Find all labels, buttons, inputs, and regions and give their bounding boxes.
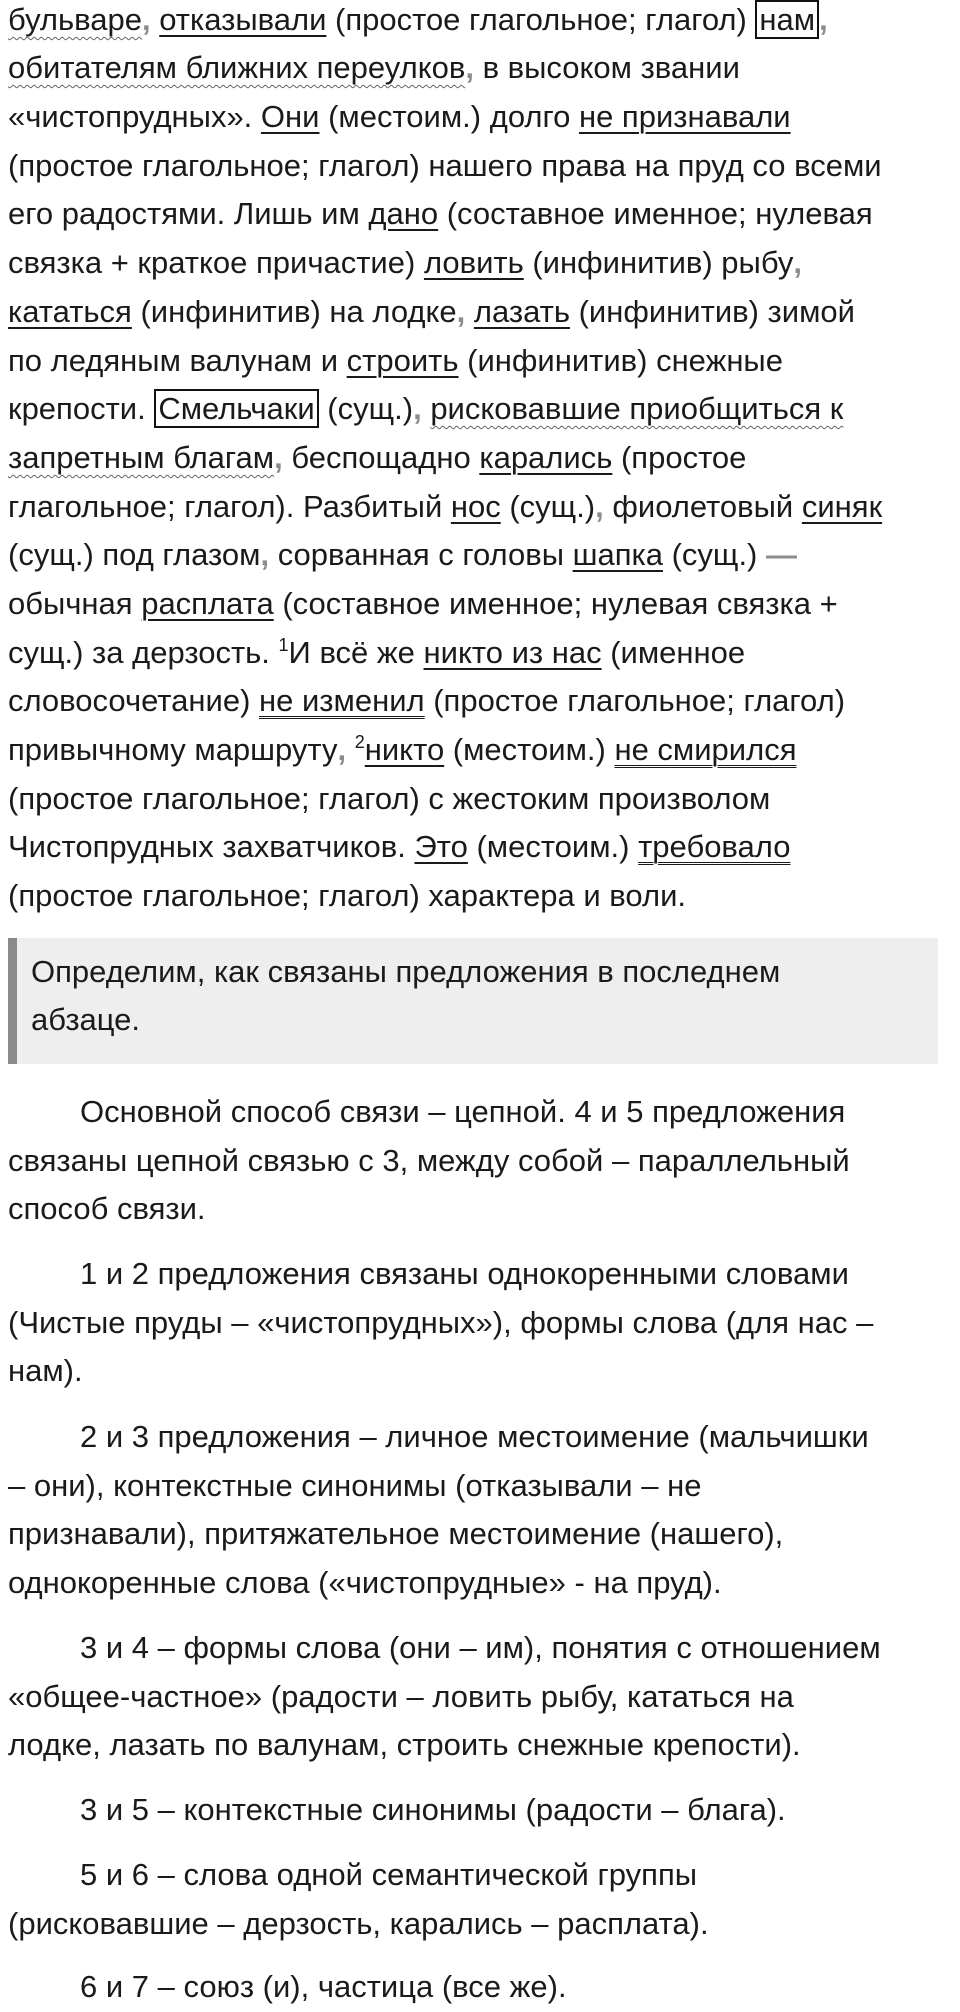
analysis-line xyxy=(8,1721,948,1770)
text-run: (простое глагольное; глагол) xyxy=(326,2,756,37)
text-run: его радостями. Лишь им xyxy=(8,196,369,231)
analysis-line xyxy=(8,1900,948,1949)
predicate-underline: Это xyxy=(414,829,468,864)
punctuation-mark: , xyxy=(793,245,803,280)
analysis-text: нам). xyxy=(8,1353,83,1388)
excerpt-line xyxy=(8,584,838,628)
analysis-text: «общее-частное» (радости – ловить рыбу, кататься на xyxy=(8,1678,794,1714)
analysis-line xyxy=(8,1963,948,2012)
analysis-text: 2 и 3 предложения – личное местоимение (мальчишки xyxy=(80,1419,869,1454)
predicate-underline: синяк xyxy=(801,489,883,524)
text-run: (сущ.) xyxy=(318,391,414,426)
analysis-line xyxy=(8,1786,948,1835)
text-run: (именное xyxy=(601,635,746,670)
predicate-underline: нос xyxy=(450,489,501,524)
analysis-line xyxy=(8,1413,948,1462)
punctuation-mark: , xyxy=(260,537,270,572)
text-run: связка + краткое причастие) xyxy=(8,245,424,280)
text-run: беспощадно xyxy=(282,440,480,475)
predicate-double-underline: не смирился xyxy=(614,732,797,767)
text-run: (простое глагольное; глагол) xyxy=(424,683,846,718)
analysis-text: признавали), притяжательное местоимение (нашего), xyxy=(8,1516,784,1551)
punctuation-mark: , xyxy=(337,732,347,767)
excerpt-line xyxy=(8,438,746,482)
analysis-text: 5 и 6 – слова одной семантической группы xyxy=(80,1857,698,1892)
text-run: (простое глагольное; глагол) характера и воли. xyxy=(8,878,687,913)
text-run: сущ.) за дерзость. xyxy=(8,635,279,670)
excerpt-line xyxy=(8,487,882,531)
analysis-line xyxy=(8,1250,948,1299)
predicate-underline: кататься xyxy=(8,294,132,329)
text-run: сорванная с головы xyxy=(269,537,573,572)
text-run: (сущ.) под глазом xyxy=(8,537,261,572)
analysis-text: (рисковавшие – дерзость, карались – расплата). xyxy=(8,1905,709,1941)
predicate-underline: отказывали xyxy=(159,2,327,37)
analysis-text: однокоренные слова («чистопрудные» - на пруд). xyxy=(8,1564,722,1600)
analysis-paragraph xyxy=(8,1250,948,1396)
analysis-text: способ связи. xyxy=(8,1191,206,1226)
excerpt-line xyxy=(8,243,802,287)
callout-line: Определим, как связаны предложения в последнем xyxy=(31,954,781,989)
analysis-paragraph xyxy=(8,1851,948,1948)
analysis-line xyxy=(8,1185,948,1234)
text-run: привычному маршруту xyxy=(8,732,338,767)
modifier-wavy-underline: обитателям ближних переулков xyxy=(8,50,466,85)
excerpt-line xyxy=(8,194,873,238)
excerpt-line xyxy=(8,48,740,92)
excerpt-line xyxy=(8,292,855,336)
analysis-paragraph xyxy=(8,1786,948,1835)
text-run: фиолетовый xyxy=(603,489,802,524)
analysis-line xyxy=(8,1088,948,1137)
punctuation-mark: , xyxy=(465,50,474,85)
modifier-wavy-underline: бульваре xyxy=(8,2,142,37)
analysis-text: лодке, лазать по валунам, строить снежные крепости). xyxy=(8,1727,801,1762)
text-run: (местоим.) xyxy=(467,829,639,864)
text-run: в высоком звании xyxy=(473,50,740,85)
punctuation-mark: , xyxy=(274,440,283,475)
text-run: (инфинитив) рыбу xyxy=(523,245,794,280)
subject-box: нам xyxy=(755,0,819,39)
text-run: (инфинитив) на лодке xyxy=(131,294,457,329)
analysis-text: – они), контекстные синонимы (отказывали – не xyxy=(8,1467,702,1503)
analysis-text: связаны цепной связью с 3, между собой – параллельный xyxy=(8,1142,850,1178)
text-run: (составное именное; нулевая связка + xyxy=(273,586,838,621)
analysis-line xyxy=(8,1462,948,1511)
analysis-text: 6 и 7 – союз (и), частица (все же). xyxy=(80,1969,567,2004)
punctuation-mark: , xyxy=(595,489,604,524)
analysis-text: Основной способ связи – цепной. 4 и 5 предложения xyxy=(80,1094,846,1129)
analysis-text: 1 и 2 предложения связаны однокоренными словами xyxy=(80,1256,849,1291)
text-run: «чистопрудных». xyxy=(8,99,261,134)
excerpt-line xyxy=(8,0,828,44)
excerpt-line xyxy=(8,535,797,579)
task-callout xyxy=(8,938,938,1064)
analysis-paragraph xyxy=(8,1088,948,1234)
analysis-line xyxy=(8,1137,948,1186)
punctuation-mark: — xyxy=(766,537,797,572)
text-run: (местоим.) xyxy=(444,732,615,767)
excerpt-line xyxy=(8,876,686,920)
text-run: И всё же xyxy=(288,635,424,670)
excerpt-line xyxy=(8,730,797,774)
text-run: (простое xyxy=(612,440,747,475)
text-run: (инфинитив) снежные xyxy=(458,343,783,378)
text-run: (простое глагольное; глагол) нашего права на пруд со всеми xyxy=(8,148,882,183)
predicate-underline: Они xyxy=(260,99,320,134)
text-run: глагольное; глагол). Разбитый xyxy=(8,489,451,524)
analysis-line xyxy=(8,1559,948,1608)
sentence-number: 2 xyxy=(354,732,365,752)
text-run: (сущ.) xyxy=(663,537,766,572)
text-run: (местоим.) долго xyxy=(319,99,579,134)
analysis-line xyxy=(8,1299,948,1348)
punctuation-mark: , xyxy=(413,391,422,426)
predicate-underline: никто xyxy=(364,732,445,767)
analysis-text: (Чистые пруды – «чистопрудных»), формы слова (для нас – xyxy=(8,1304,874,1340)
predicate-underline: не признавали xyxy=(578,99,791,134)
analysis-line xyxy=(8,1624,948,1673)
text-run: крепости. xyxy=(8,391,155,426)
excerpt-line xyxy=(8,779,770,823)
text-run: Чистопрудных захватчиков. xyxy=(8,829,415,864)
text-run xyxy=(465,294,474,329)
text-run: обычная xyxy=(8,586,142,621)
text-run: (сущ.) xyxy=(500,489,596,524)
text-run: словосочетание) xyxy=(8,683,260,718)
predicate-underline: ловить xyxy=(423,245,524,280)
modifier-wavy-underline: рисковавшие приобщиться к xyxy=(430,391,844,426)
analysis-line xyxy=(8,1347,948,1396)
predicate-underline: строить xyxy=(346,343,459,378)
analysis-text: 3 и 4 – формы слова (они – им), понятия с отношением xyxy=(80,1630,881,1665)
punctuation-mark: , xyxy=(456,294,466,329)
predicate-underline: карались xyxy=(479,440,613,475)
text-run: по ледяным валунам и xyxy=(8,343,347,378)
predicate-underline: шапка xyxy=(572,537,663,572)
predicate-underline: никто из нас xyxy=(423,635,602,670)
analysis-line xyxy=(8,1673,948,1722)
excerpt-line xyxy=(8,97,791,141)
excerpt-line xyxy=(8,389,843,433)
text-run: (инфинитив) зимой xyxy=(569,294,855,329)
analysis-paragraph xyxy=(8,1963,948,2012)
predicate-underline: лазать xyxy=(473,294,570,329)
excerpt-line xyxy=(8,341,783,385)
analysis-paragraph xyxy=(8,1624,948,1770)
text-run: (простое глагольное; глагол) с жестоким произволом xyxy=(8,781,771,816)
predicate-underline: расплата xyxy=(141,586,274,621)
excerpt-line xyxy=(8,146,882,190)
analysis-line xyxy=(8,1851,948,1900)
modifier-wavy-underline: запретным благам xyxy=(8,440,275,475)
predicate-double-underline: требовало xyxy=(638,829,791,864)
sentence-number: 1 xyxy=(278,635,289,655)
excerpt-line xyxy=(8,633,745,677)
excerpt-line xyxy=(8,681,845,725)
subject-box: Смельчаки xyxy=(154,389,318,428)
excerpt-line xyxy=(8,827,790,871)
callout-line: абзаце. xyxy=(31,1002,141,1037)
text-run xyxy=(346,732,355,767)
punctuation-mark: , xyxy=(819,2,828,37)
predicate-underline: дано xyxy=(368,196,439,231)
text-run: (составное именное; нулевая xyxy=(438,196,873,231)
predicate-double-underline: не изменил xyxy=(259,683,425,718)
analysis-paragraph xyxy=(8,1413,948,1607)
punctuation-mark: , xyxy=(141,2,151,37)
analysis-line xyxy=(8,1510,948,1559)
text-run xyxy=(151,2,160,37)
analysis-text: 3 и 5 – контекстные синонимы (радости – блага). xyxy=(80,1792,786,1827)
